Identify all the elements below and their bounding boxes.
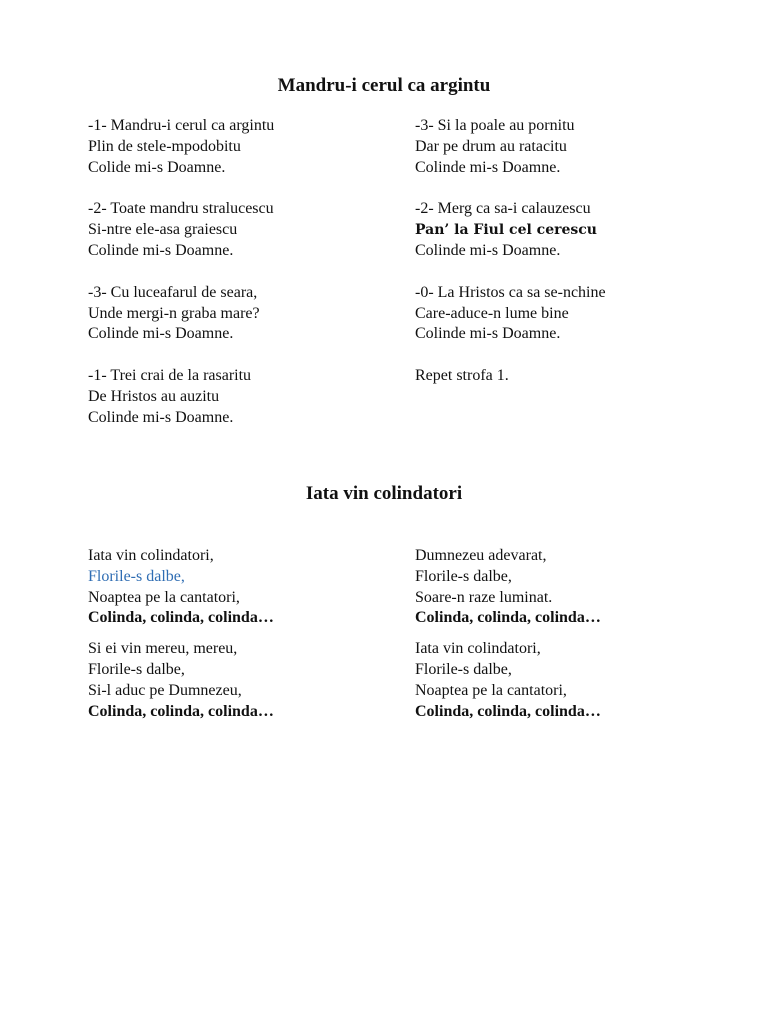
refrain-line: Colinda, colinda, colinda… — [88, 702, 274, 720]
verse-line: Colinde mi-s Doamne. — [415, 241, 561, 259]
verse-line: Florile-s dalbe, — [415, 567, 512, 585]
verse-line: Noaptea pe la cantatori, — [88, 588, 240, 606]
verse-line: -3- Si la poale au pornitu — [415, 117, 575, 134]
song2-left-column — [88, 546, 274, 722]
verse-line: -3- Cu luceafarul de seara, — [88, 283, 258, 301]
verse-line: Soare-n raze luminat. — [415, 588, 553, 606]
verse-line: De Hristos au auzitu — [88, 387, 220, 405]
song1-left-column — [88, 116, 274, 429]
verse-line: Unde mergi-n graba mare? — [88, 304, 260, 322]
song1-right-column — [415, 116, 606, 387]
verse-line: Si-l aduc pe Dumnezeu, — [88, 681, 242, 699]
verse-line: Dar pe drum au ratacitu — [415, 137, 567, 155]
refrain-link[interactable]: Florile-s dalbe, — [88, 567, 185, 585]
song1-title: Mandru-i cerul ca argintu — [277, 75, 491, 96]
verse-line: Colinde mi-s Doamne. — [415, 325, 561, 343]
verse-line: Colinde mi-s Doamne. — [88, 408, 234, 426]
verse-line: Pan’ la Fiul cel cerescu — [415, 222, 597, 239]
verse-line: Iata vin colindatori, — [88, 547, 214, 564]
verse-line: Si-ntre ele-asa graiescu — [88, 221, 238, 239]
verse-line: Dumnezeu adevarat, — [415, 547, 547, 564]
refrain-line: Colinda, colinda, colinda… — [415, 702, 601, 720]
verse-line: Plin de stele-mpodobitu — [88, 137, 241, 155]
verse-line: Care-aduce-n lume bine — [415, 304, 569, 322]
verse-line: Iata vin colindatori, — [415, 640, 541, 658]
refrain-line: Colinda, colinda, colinda… — [415, 609, 601, 627]
verse-line: -1- Mandru-i cerul ca argintu — [88, 117, 275, 134]
verse-line: Florile-s dalbe, — [88, 660, 185, 678]
verse-line: Noaptea pe la cantatori, — [415, 681, 567, 699]
song2-title: Iata vin colindatori — [305, 483, 463, 504]
verse-line: Colinde mi-s Doamne. — [88, 325, 234, 343]
repeat-note: Repet strofa 1. — [415, 367, 509, 385]
verse-line: -2- Merg ca sa-i calauzescu — [415, 200, 591, 218]
verse-line: Colide mi-s Doamne. — [88, 158, 226, 176]
verse-line: -1- Trei crai de la rasaritu — [88, 367, 252, 385]
verse-line: -0- La Hristos ca sa se-nchine — [415, 283, 606, 301]
verse-line: Colinde mi-s Doamne. — [88, 241, 234, 259]
refrain-line: Colinda, colinda, colinda… — [88, 609, 274, 627]
verse-line: Colinde mi-s Doamne. — [415, 158, 561, 176]
verse-line: Florile-s dalbe, — [415, 660, 512, 678]
song2-right-column — [415, 546, 601, 722]
verse-line: -2- Toate mandru stralucescu — [88, 200, 274, 218]
verse-line: Si ei vin mereu, mereu, — [88, 640, 238, 658]
